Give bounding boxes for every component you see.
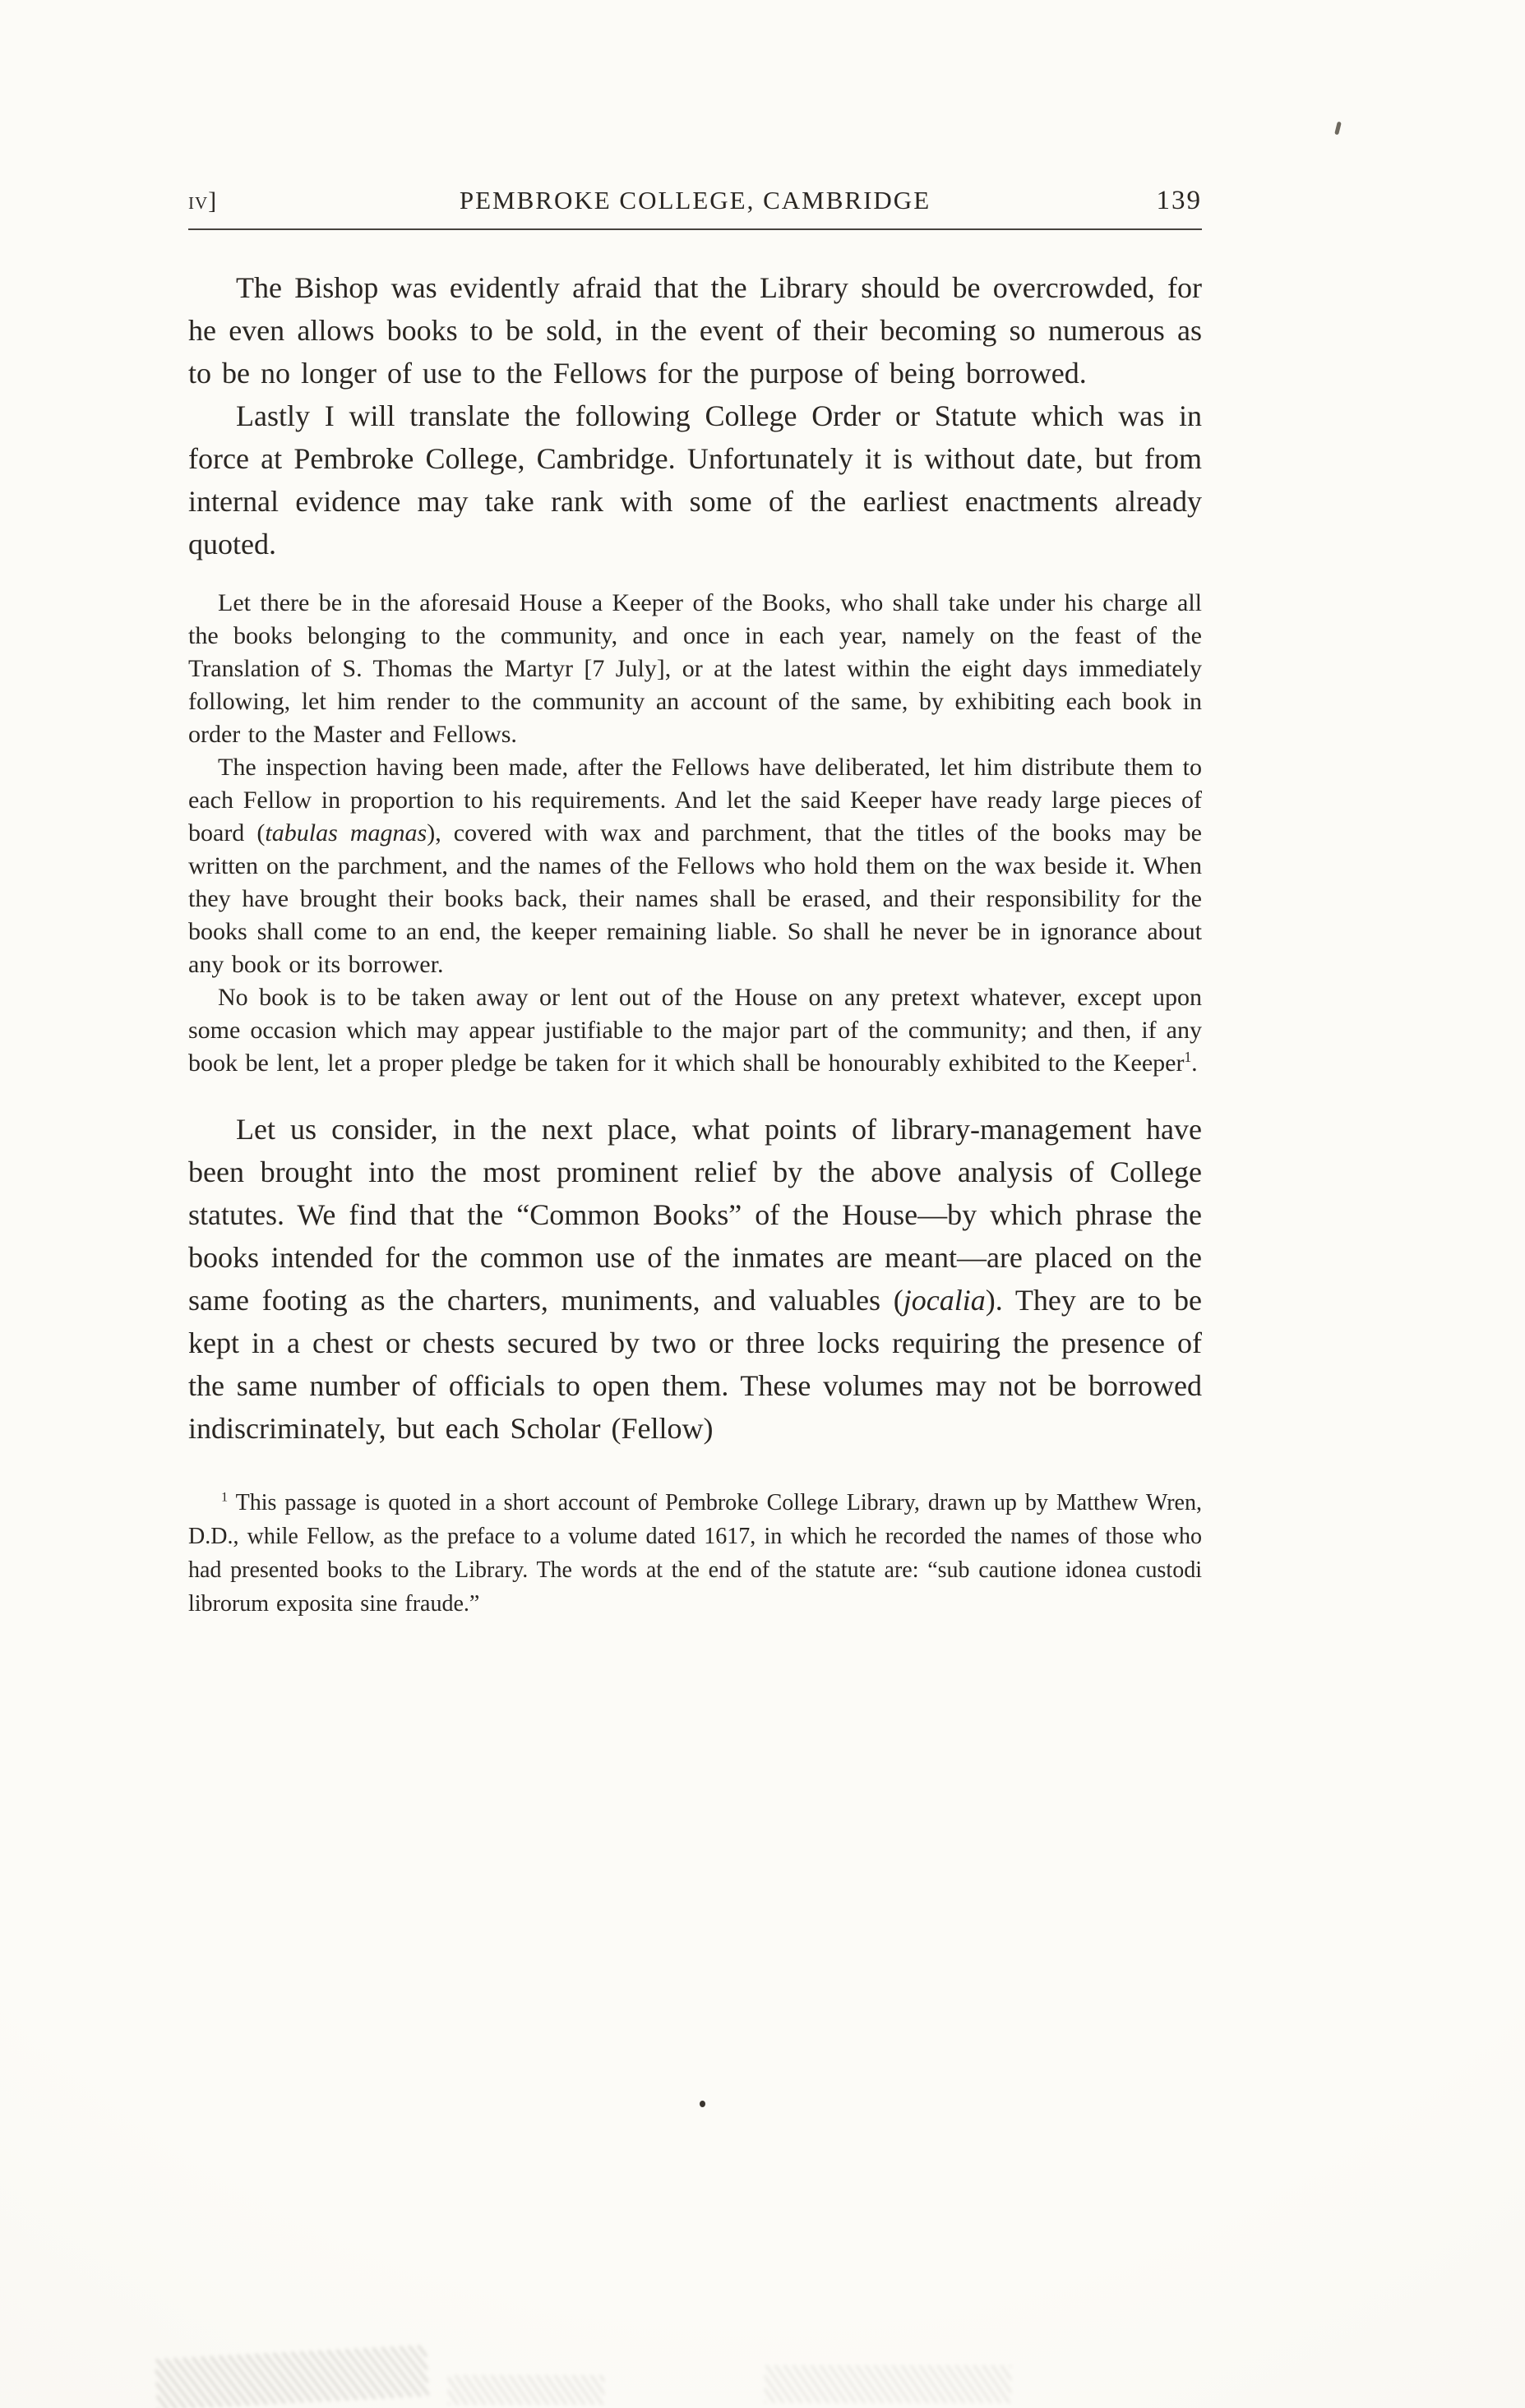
statute-no-book-period: .: [1191, 1049, 1198, 1077]
paragraph-bishop: The Bishop was evidently afraid that the Library should be overcrowded, for he even allows books to be sold, in the event of their becoming so numerous as to be no longer of use to the Fellows for the purpose of being borrowed.: [188, 271, 1202, 390]
scan-smudge-left: [155, 2345, 429, 2408]
conclusion-text-cont: ). They are to be kept in a chest or chests secured by two or three locks requiring the presence of the same number of officials to open them. These volumes may not be borrowed indiscriminately, but each Scholar (Fellow): [188, 1284, 1203, 1445]
latin-phrase-tabulas-magnas: tabulas magnas: [265, 819, 427, 846]
footnote-reference: 1: [1184, 1049, 1192, 1065]
latin-word-jocalia: jocalia: [903, 1284, 986, 1317]
chapter-signature: iv]: [188, 187, 218, 215]
header-rule: [188, 228, 1202, 230]
scan-smudge-center: [448, 2375, 604, 2405]
statute-paragraph-no-book: [188, 981, 1202, 1080]
ink-dot: [700, 2101, 705, 2107]
statute-quotation: [188, 587, 1202, 1080]
footnote-text: This passage is quoted in a short account of Pembroke College Library, drawn up by Matthew Wren, D.D., while Fellow, as the preface to a volume dated 1617, in which he recorded the names of those who had presented books to the Library. The words at the end of the statute are: “sub cautione idonea custodi librorum exposita sine fraude.”: [188, 1490, 1202, 1617]
page-number: 139: [1156, 186, 1202, 215]
statute-no-book-text: No book is to be taken away or lent out of the House on any pretext whatever, except upon some occasion which may appear justifiable to the major part of the community; and then, if any book be lent, let a proper pledge be taken for it which shall be honourably exhibited to the Keeper: [188, 984, 1202, 1077]
page-content: [188, 186, 1202, 1621]
running-title: PEMBROKE COLLEGE, CAMBRIDGE: [459, 186, 931, 215]
scan-smudge-right: [765, 2365, 1011, 2403]
main-text: [188, 266, 1202, 1450]
paragraph-lastly: Lastly I will translate the following College Order or Statute which was in force at Pembroke College, Cambridge. Unfortunately it is without date, but from internal evidence may take rank with some of the earliest enactments already quoted.: [188, 399, 1202, 560]
paragraph-conclusion: [188, 1108, 1202, 1450]
footnote-marker: 1: [221, 1489, 229, 1505]
running-head: [188, 186, 1202, 216]
statute-paragraph-inspection: [188, 751, 1202, 981]
conclusion-text: Let us consider, in the next place, what points of library-management have been brought into the most prominent relief by the above analysis of College statutes. We find that the “Common Books” of the House—by which phrase the books intended for the common use of the inmates are meant—are placed on the same footing as the charters, muniments, and valuables (: [188, 1113, 1202, 1317]
statute-inspection-text: The inspection having been made, after the Fellows have deliberated, let him distribute them to each Fellow in proportion to his requirements. And let the said Keeper have ready large pieces of board (: [188, 754, 1202, 846]
statute-inspection-text-cont: ), covered with wax and parchment, that the titles of the books may be written on the parchment, and the names of the Fellows who hold them on the wax beside it. When they have brought their books back, their names shall be erased, and their responsibility for the books shall come to an end, the keeper remaining liable. So shall he never be in ignorance about any book or its borrower.: [188, 819, 1202, 978]
footnote: [188, 1486, 1202, 1621]
statute-paragraph-keeper: Let there be in the aforesaid House a Keeper of the Books, who shall take under his charge all the books belonging to the community, and once in each year, namely on the feast of the Translation of S. Thomas the Martyr [7 July], or at the latest within the eight days immediately following, let him render to the community an account of the same, by exhibiting each book in order to the Master and Fellows.: [188, 589, 1202, 748]
footnote-paragraph: [188, 1486, 1202, 1621]
scan-mark-icon: [1334, 122, 1342, 136]
